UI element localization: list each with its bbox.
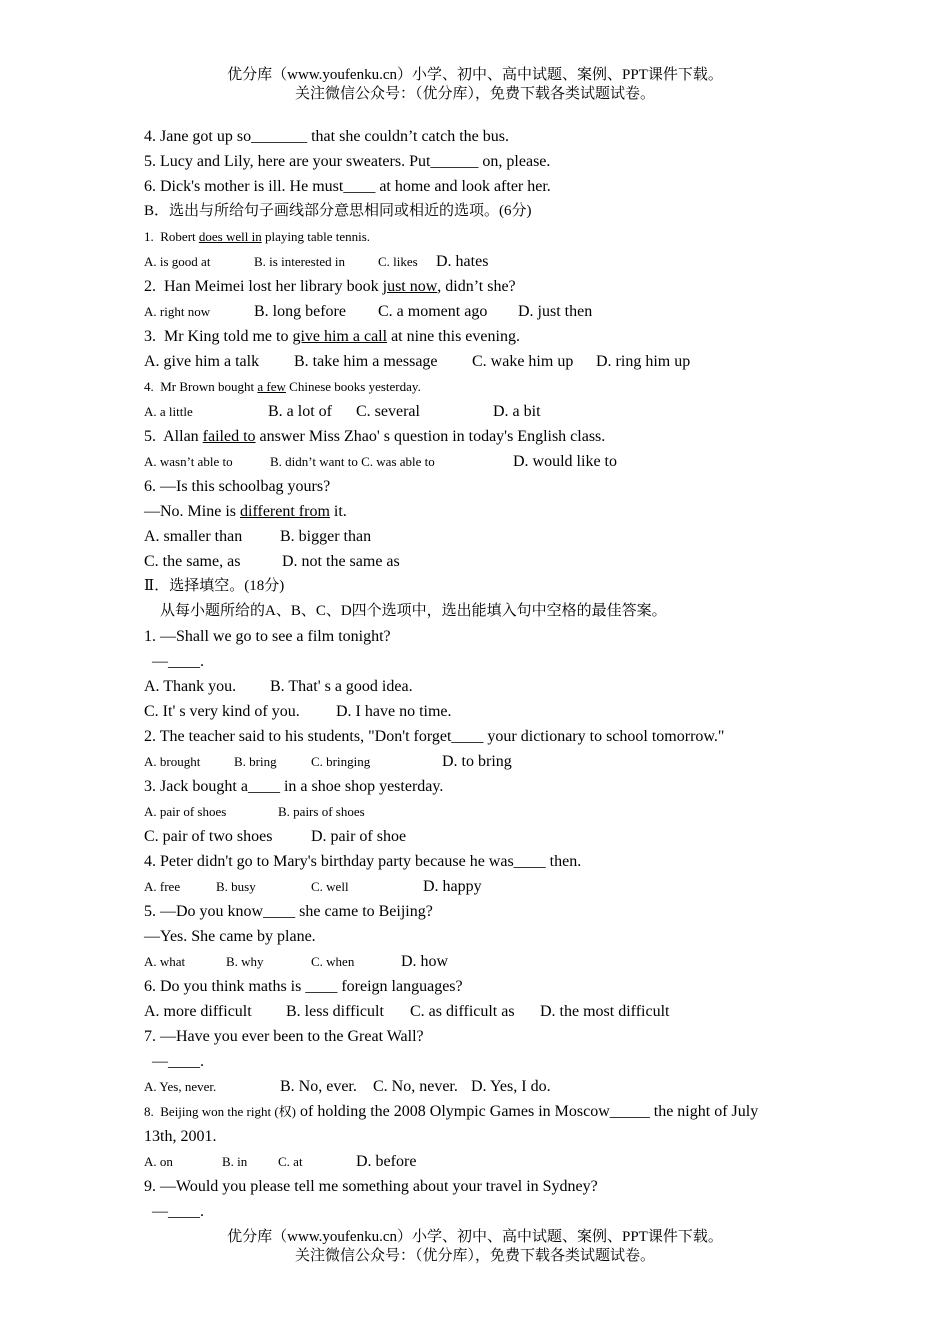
option-b: B. why — [226, 954, 264, 969]
option-b: B. less difficult — [286, 1003, 384, 1020]
part-b-heading: B．选出与所给句子画线部分意思相同或相近的选项。(6分) — [144, 203, 532, 219]
option-c: C. bringing — [311, 754, 371, 769]
option-a: A. more difficult — [144, 1003, 252, 1020]
option-d: D. pair of shoe — [311, 828, 407, 845]
question-ii3-line1: 3. Jack bought a____ in a shoe shop yesterday. — [144, 778, 444, 795]
option-b: B. No, ever. — [280, 1078, 357, 1095]
option-c: C. No, never. — [373, 1078, 458, 1095]
option-b: B. long before — [254, 303, 346, 320]
question-a6: 6. Dick's mother is ill. He must____ at home and look after her. — [144, 178, 551, 195]
option-b: B. That' s a good idea. — [270, 678, 413, 695]
option-a: A. free — [144, 879, 181, 894]
option-c: C. wake him up — [472, 353, 574, 370]
options-b2 — [144, 299, 824, 324]
underlined-phrase: a few — [257, 379, 286, 394]
options-ii8 — [144, 1149, 824, 1174]
option-a: A. right now — [144, 304, 211, 319]
option-b: B. a lot of — [268, 403, 332, 420]
options-b4 — [144, 399, 824, 424]
option-c: C. a moment ago — [378, 303, 488, 320]
question-ii1-line1: 1. —Shall we go to see a film tonight? — [144, 628, 391, 645]
options-b5 — [144, 449, 824, 474]
question-b5 — [144, 424, 824, 449]
document-body — [144, 124, 824, 1224]
options-ii3-ab — [144, 799, 824, 824]
header-line-1: 优分库（www.youfenku.cn）小学、初中、高中试题、案例、PPT课件下载。 — [227, 67, 723, 83]
page-footer — [0, 1228, 950, 1266]
question-ii6-line1: 6. Do you think maths is ____ foreign languages? — [144, 978, 463, 995]
footer-line-1: 优分库（www.youfenku.cn）小学、初中、高中试题、案例、PPT课件下载。 — [227, 1229, 723, 1245]
underlined-phrase: give him a call — [292, 328, 388, 345]
options-ii1-ab — [144, 674, 824, 699]
option-a: A. Thank you. — [144, 678, 237, 695]
option-a: A. Yes, never. — [144, 1079, 217, 1094]
option-d: D. just then — [518, 303, 593, 320]
q-text: 8. Beijing won the right (权) — [144, 1104, 297, 1119]
option-a: A. pair of shoes — [144, 804, 227, 819]
option-b: B. is interested in — [254, 254, 345, 269]
q-text: 2. Han Meimei lost her library book — [144, 278, 383, 295]
option-b: B. pairs of shoes — [278, 804, 365, 819]
option-c: C. It' s very kind of you. — [144, 703, 300, 720]
question-ii5-line1: 5. —Do you know____ she came to Beijing? — [144, 903, 433, 920]
option-a: A. give him a talk — [144, 353, 260, 370]
header-line-2: 关注微信公众号：（优分库），免费下载各类试题试卷。 — [294, 86, 655, 102]
option-d: D. how — [401, 953, 449, 970]
option-d: D. a bit — [493, 403, 541, 420]
question-ii2-line1: 2. The teacher said to his students, "Don't forget____ your dictionary to school tomorrow." — [144, 728, 725, 745]
q-text: at nine this evening. — [387, 328, 520, 345]
underlined-phrase: different from — [240, 503, 330, 520]
option-b-c: B. didn’t want to C. was able to — [270, 454, 435, 469]
underlined-phrase: does well in — [198, 229, 262, 244]
option-c: C. likes — [378, 254, 418, 269]
option-d: D. hates — [436, 253, 489, 270]
options-b6-cd — [144, 549, 824, 574]
options-ii5 — [144, 949, 824, 974]
option-a: A. a little — [144, 404, 193, 419]
option-d: D. I have no time. — [336, 703, 452, 720]
option-d: D. happy — [423, 878, 482, 895]
question-ii8-line2: 13th, 2001. — [144, 1128, 217, 1145]
part-ii-heading: Ⅱ．选择填空。(18分) — [144, 578, 285, 594]
option-d: D. ring him up — [596, 353, 691, 370]
question-ii9-line1: 9. —Would you please tell me something about your travel in Sydney? — [144, 1178, 598, 1195]
q-text: 4. Mr Brown bought — [144, 379, 258, 394]
question-b4 — [144, 374, 824, 399]
option-c: C. when — [311, 954, 355, 969]
option-c: C. well — [311, 879, 349, 894]
footer-line-2: 关注微信公众号：（优分库），免费下载各类试题试卷。 — [294, 1248, 655, 1264]
options-b6-ab — [144, 524, 824, 549]
options-ii3-cd — [144, 824, 824, 849]
question-ii9-line2: —____. — [152, 1203, 204, 1220]
options-b3 — [144, 349, 824, 374]
question-b3 — [144, 324, 824, 349]
underlined-phrase: just now — [382, 278, 438, 295]
q-text: , didn’t she? — [437, 278, 516, 295]
q-text: Chinese books yesterday. — [285, 379, 421, 394]
option-a: A. wasn’t able to — [144, 454, 233, 469]
options-ii2 — [144, 749, 824, 774]
question-ii1-line2: —____. — [152, 653, 204, 670]
q-text: 3. Mr King told me to — [144, 328, 293, 345]
question-b6-line2 — [144, 499, 824, 524]
option-b: B. bring — [234, 754, 277, 769]
q-text: it. — [329, 503, 347, 520]
q-text: 1. Robert — [144, 229, 199, 244]
option-a: A. smaller than — [144, 528, 243, 545]
option-b: B. take him a message — [294, 353, 438, 370]
question-b2 — [144, 274, 824, 299]
option-d: D. not the same as — [282, 553, 400, 570]
q-text: playing table tennis. — [261, 229, 371, 244]
option-d: D. Yes, I do. — [471, 1078, 551, 1095]
option-a: A. on — [144, 1154, 173, 1169]
options-ii4 — [144, 874, 824, 899]
question-ii8-line1 — [144, 1099, 824, 1124]
option-c: C. the same, as — [144, 553, 241, 570]
option-b: B. busy — [216, 879, 256, 894]
options-ii6 — [144, 999, 824, 1024]
page-header — [0, 66, 950, 104]
underlined-phrase: failed to — [202, 428, 256, 445]
option-a: A. is good at — [144, 254, 211, 269]
question-ii7-line2: —____. — [152, 1053, 204, 1070]
question-ii5-line2: —Yes. She came by plane. — [144, 928, 316, 945]
question-ii4-line1: 4. Peter didn't go to Mary's birthday party because he was____ then. — [144, 853, 582, 870]
option-c: C. as difficult as — [410, 1003, 515, 1020]
option-c: C. at — [278, 1154, 303, 1169]
option-b: B. in — [222, 1154, 248, 1169]
q-text: —No. Mine is — [144, 503, 240, 520]
question-ii7-line1: 7. —Have you ever been to the Great Wall? — [144, 1028, 424, 1045]
option-c: C. several — [356, 403, 420, 420]
q-text: answer Miss Zhao' s question in today's English class. — [255, 428, 606, 445]
question-a4: 4. Jane got up so_______ that she couldn’t catch the bus. — [144, 128, 509, 145]
options-ii1-cd — [144, 699, 824, 724]
option-d: D. the most difficult — [540, 1003, 670, 1020]
option-b: B. bigger than — [280, 528, 372, 545]
part-ii-instruction: 从每小题所给的A、B、C、D四个选项中，选出能填入句中空格的最佳答案。 — [160, 603, 667, 619]
q-text: 5. Allan — [144, 428, 203, 445]
q-text: of holding the 2008 Olympic Games in Moscow_____ the night of July — [296, 1103, 759, 1120]
option-d: D. would like to — [513, 453, 617, 470]
question-b6-line1: 6. —Is this schoolbag yours? — [144, 478, 331, 495]
option-a: A. brought — [144, 754, 201, 769]
option-d: D. to bring — [442, 753, 512, 770]
option-c: C. pair of two shoes — [144, 828, 273, 845]
options-b1 — [144, 249, 824, 274]
options-ii7 — [144, 1074, 824, 1099]
option-a: A. what — [144, 954, 186, 969]
question-b1 — [144, 224, 824, 249]
option-d: D. before — [356, 1153, 417, 1170]
question-a5: 5. Lucy and Lily, here are your sweaters. Put______ on, please. — [144, 153, 551, 170]
